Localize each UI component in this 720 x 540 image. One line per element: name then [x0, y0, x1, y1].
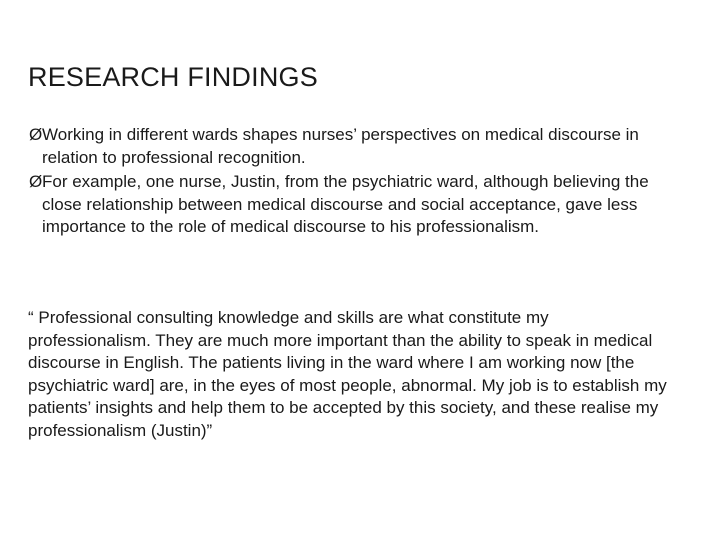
interview-quote: “ Professional consulting knowledge and skills are what constitute my professionalism. They are much more important than the ability to speak in medical discourse in English. The patients living in the ward where I am working now [the psychiatric ward] are, in the eyes of most people, abnormal. My job is to establish my patients’ insights and help them to be accepted by this society, and these realise my professionalism (Justin)”: [28, 308, 667, 440]
bullet-text: For example, one nurse, Justin, from the psychiatric ward, although believing the close relationship between medical discourse and social acceptance, gave less importance to the role of medical discourse to his professionalism.: [42, 172, 649, 236]
bullet-item: [29, 124, 669, 169]
slide-title: RESEARCH FINDINGS: [28, 62, 318, 92]
arrow-bullet-icon: Ø: [29, 125, 43, 144]
bullet-list: [29, 124, 669, 239]
arrow-bullet-icon: Ø: [29, 172, 43, 191]
bullet-text: Working in different wards shapes nurses’ perspectives on medical discourse in relation to professional recognition.: [42, 125, 639, 167]
bullet-item: [29, 171, 669, 239]
